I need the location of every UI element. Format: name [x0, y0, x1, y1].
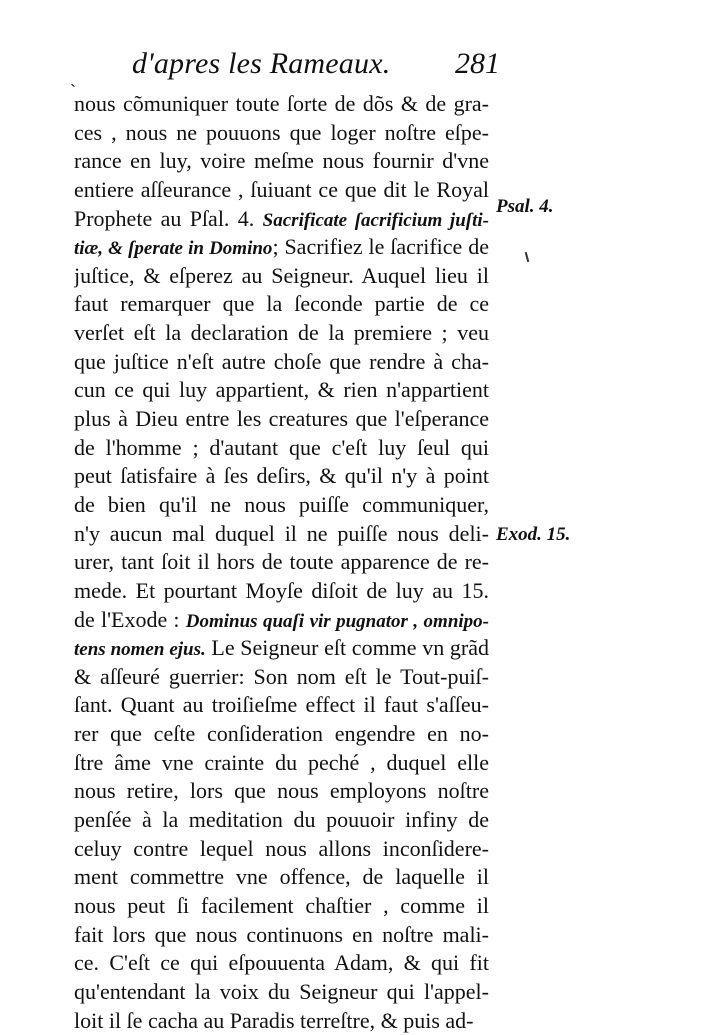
text-line	[74, 520, 489, 549]
text-line	[74, 405, 489, 434]
text-line	[74, 262, 489, 291]
text-run: fait lors que nous continuons en noſtre mali-	[74, 922, 489, 947]
text-line	[74, 376, 489, 405]
text-run: juſtice, & eſperez au Seigneur. Auquel lieu il	[74, 263, 489, 288]
text-run: que juſtice n'eſt autre choſe que rendre à cha-	[74, 349, 489, 374]
text-run: nous cõmuniquer toute ſorte de dõs & de gra-	[74, 91, 489, 116]
text-line	[74, 978, 489, 1007]
text-line	[74, 577, 489, 606]
text-run: nous peut ſi facilement chaſtier , comme il	[74, 893, 489, 918]
text-line	[74, 319, 489, 348]
text-run: nous retire, lors que nous employons noſtre	[74, 778, 489, 803]
text-run: de bien qu'il ne nous puiſſe communiquer,	[74, 492, 489, 517]
header-mark: ˎ	[70, 67, 76, 88]
text-line	[74, 462, 489, 491]
text-line	[74, 892, 489, 921]
text-line	[74, 949, 489, 978]
text-line	[74, 835, 489, 864]
text-line	[74, 290, 489, 319]
text-run: qu'entendant la voix du Seigneur qui l'appel-	[74, 979, 489, 1004]
text-line	[74, 806, 489, 835]
text-line	[74, 233, 489, 262]
text-line	[74, 434, 489, 463]
latin-quotation: Dominus quaſi vir pugnator , omnipo-	[186, 611, 489, 632]
ink-speck	[525, 252, 530, 262]
text-run: rer que ceſte conſideration engendre en no-	[74, 721, 489, 746]
text-run: n'y aucun mal duquel il ne puiſſe nous deli-	[74, 521, 489, 546]
latin-quotation: tens nomen ejus.	[74, 639, 206, 660]
text-line	[74, 205, 489, 234]
text-line	[74, 749, 489, 778]
text-line	[74, 634, 489, 663]
text-run: mede. Et pourtant Moyſe diſoit de luy au 15.	[74, 578, 489, 603]
text-run: penſée à la meditation du pouuoir infiny de	[74, 807, 489, 832]
text-line	[74, 147, 489, 176]
text-line	[74, 348, 489, 377]
text-line	[74, 90, 489, 119]
text-run: Le Seigneur eſt comme vn grãd	[206, 635, 489, 660]
text-line	[74, 921, 489, 950]
body-text	[74, 90, 489, 1035]
text-line	[74, 691, 489, 720]
text-line	[74, 176, 489, 205]
text-run: ces , nous ne pouuons que loger noſtre eſpe-	[74, 120, 489, 145]
text-run: entiere aſſeurance , ſuiuant ce que dit le Royal	[74, 177, 489, 202]
text-run: plus à Dieu entre les creatures que l'eſperance	[74, 406, 489, 431]
text-line	[74, 548, 489, 577]
text-run: rance en luy, voire meſme nous fournir d'vne	[74, 148, 489, 173]
text-run: ſant. Quant au troiſieſme effect il faut s'aſſeu-	[74, 692, 489, 717]
text-line	[74, 777, 489, 806]
text-run: loit il ſe cacha au Paradis terreſtre, & puis ad-	[74, 1008, 474, 1033]
text-run: peut ſatisfaire à ſes deſirs, & qu'il n'y à point	[74, 463, 489, 488]
text-line	[74, 720, 489, 749]
text-run: Prophete au Pſal. 4.	[74, 206, 263, 231]
text-run: cun ce qui luy appartient, & rien n'appartient	[74, 377, 489, 402]
text-run: celuy contre lequel nous allons inconſidere-	[74, 836, 489, 861]
text-run: & aſſeuré guerrier: Son nom eſt le Tout-puiſ-	[74, 664, 489, 689]
page-number: 281	[455, 47, 500, 81]
text-run: ſtre âme vne crainte du peché , duquel elle	[74, 750, 489, 775]
margin-note-exodus: Exod. 15.	[496, 524, 570, 546]
text-run: faut remarquer que la ſeconde partie de ce	[74, 291, 489, 316]
margin-note-psalm: Psal. 4.	[496, 196, 554, 218]
running-title: d'apres les Rameaux.	[132, 47, 390, 81]
page-header	[70, 47, 500, 87]
text-run: verſet eſt la declaration de la premiere ; veu	[74, 320, 489, 345]
text-run: ce. C'eſt ce qui eſpouuenta Adam, & qui fit	[74, 950, 489, 975]
text-line	[74, 863, 489, 892]
text-line	[74, 119, 489, 148]
text-run: de l'homme ; d'autant que c'eſt luy ſeul qui	[74, 435, 489, 460]
latin-quotation: tiæ, & ſperate in Domino	[74, 238, 272, 259]
text-line	[74, 1007, 489, 1035]
text-line	[74, 606, 489, 635]
text-run: ment commettre vne offence, de laquelle il	[74, 864, 489, 889]
latin-quotation: Sacrificate ſacrificium juſti-	[263, 210, 489, 231]
text-line	[74, 663, 489, 692]
text-line	[74, 491, 489, 520]
text-run: ; Sacrifiez le ſacrifice de	[272, 234, 489, 259]
text-run: urer, tant ſoit il hors de toute apparence de re-	[74, 549, 489, 574]
text-run: de l'Exode :	[74, 607, 186, 632]
